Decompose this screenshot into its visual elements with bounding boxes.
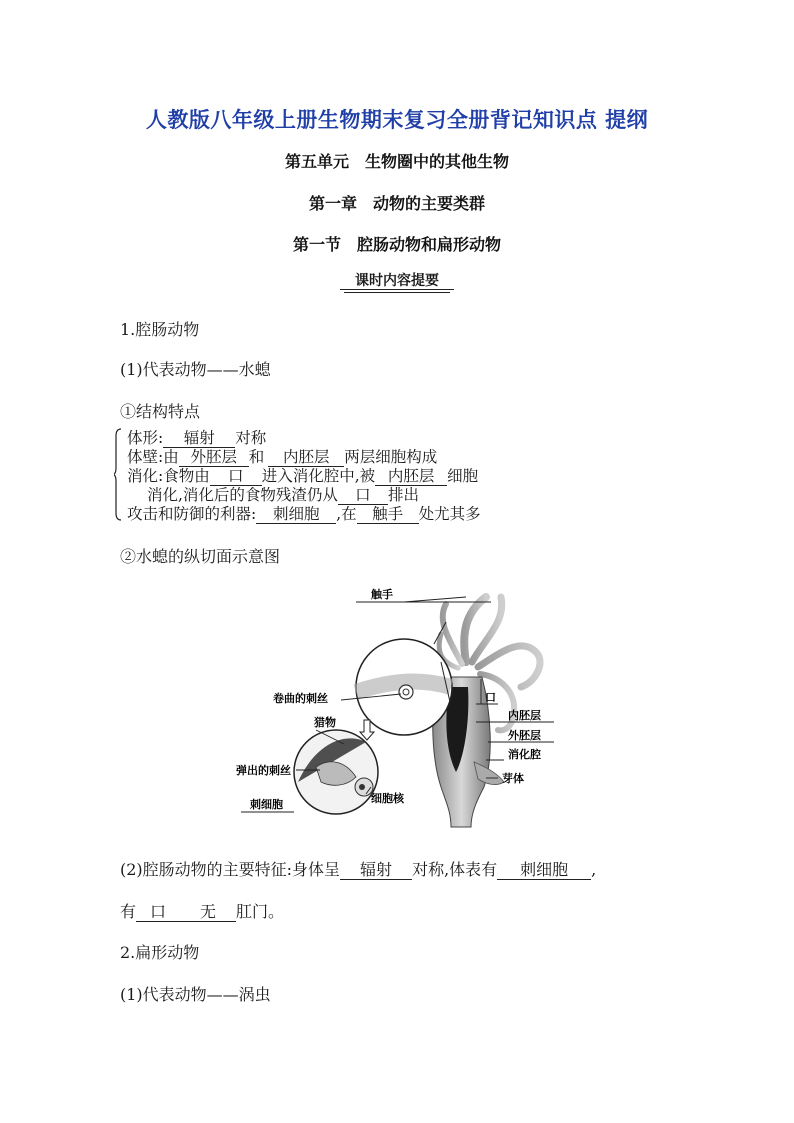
representative-animal-hydra: (1)代表动物——水螅 bbox=[120, 360, 271, 379]
blank-cnidocyte: 刺细胞 bbox=[256, 505, 336, 524]
blank-tentacle: 触手 bbox=[357, 505, 419, 524]
badge-underline bbox=[340, 289, 454, 290]
blank-mouth-in: 口 bbox=[210, 467, 262, 486]
label-digestive-cavity: 消化腔 bbox=[508, 748, 541, 761]
chapter-heading: 第一章 动物的主要类群 bbox=[308, 194, 485, 213]
section-heading: 第一节 腔肠动物和扁形动物 bbox=[292, 235, 501, 254]
blank-radial-2: 辐射 bbox=[340, 861, 412, 880]
blank-endoderm: 内胚层 bbox=[268, 448, 344, 467]
feature-body-wall: 体壁:由 外胚层 和 内胚层 两层细胞构成 bbox=[127, 448, 438, 466]
blank-mouth-out: 口 bbox=[338, 486, 388, 505]
feature-body-shape: 体形: 辐射 对称 bbox=[127, 429, 267, 447]
blank-mouth-2: 口 bbox=[136, 903, 180, 922]
lesson-summary-badge: 课时内容提要 bbox=[355, 273, 439, 289]
representative-animal-planarian: (1)代表动物——涡虫 bbox=[120, 985, 271, 1004]
label-ejected-thread: 弹出的刺丝 bbox=[236, 764, 291, 777]
feature-digestion-cont: 消化,消化后的食物残渣仍从 口 排出 bbox=[147, 486, 419, 504]
cnidarian-characteristics-line2: 有 口 无 肛门。 bbox=[120, 902, 285, 921]
heading-cnidarians: 1.腔肠动物 bbox=[120, 320, 200, 339]
unit-heading: 第五单元 生物圈中的其他生物 bbox=[284, 152, 509, 171]
label-prey: 猎物 bbox=[314, 716, 336, 729]
document-title: 人教版八年级上册生物期末复习全册背记知识点 提纲 bbox=[145, 108, 649, 132]
blank-ectoderm: 外胚层 bbox=[179, 448, 249, 467]
feature-brace bbox=[114, 428, 122, 521]
structure-features-heading: ①结构特点 bbox=[120, 402, 201, 421]
blank-endoderm-digest: 内胚层 bbox=[375, 467, 447, 486]
hydra-diagram bbox=[236, 582, 566, 838]
label-bud: 芽体 bbox=[502, 772, 524, 785]
heading-flatworms: 2.扁形动物 bbox=[120, 943, 200, 962]
label-coiled-thread: 卷曲的刺丝 bbox=[273, 692, 328, 705]
blank-radial: 辐射 bbox=[163, 429, 235, 448]
label-cnidocyte: 刺细胞 bbox=[250, 798, 283, 811]
label-mouth: 口 bbox=[485, 691, 496, 704]
feature-weapon: 攻击和防御的利器: 刺细胞 ,在 触手 处尤其多 bbox=[127, 505, 481, 523]
blank-cnidocyte-2: 刺细胞 bbox=[497, 861, 591, 880]
label-tentacle: 触手 bbox=[371, 588, 393, 601]
diagram-heading: ②水螅的纵切面示意图 bbox=[120, 547, 281, 566]
blank-without: 无 bbox=[180, 903, 236, 922]
label-nucleus: 细胞核 bbox=[371, 792, 404, 805]
cnidarian-characteristics-line1: (2)腔肠动物的主要特征:身体呈 辐射 对称,体表有 刺细胞 , bbox=[120, 860, 597, 879]
badge-underline-inner bbox=[344, 292, 450, 293]
label-endoderm: 内胚层 bbox=[508, 709, 541, 722]
feature-digestion: 消化:食物由 口 进入消化腔中,被 内胚层 细胞 bbox=[127, 467, 479, 485]
label-ectoderm: 外胚层 bbox=[508, 729, 541, 742]
